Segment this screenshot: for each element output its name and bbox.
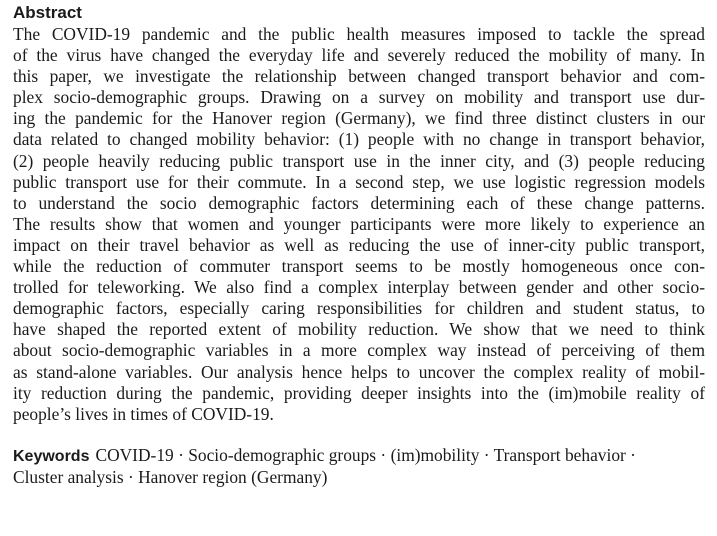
abstract-line: data related to changed mobility behavior: (1) people with no change in transport behavior, xyxy=(13,129,705,150)
abstract-line: impact on their travel behavior as well as reducing the use of inner-city public transport, xyxy=(13,234,705,255)
keywords-block xyxy=(13,445,705,488)
abstract-line: (2) people heavily reducing public transport use in the inner city, and (3) people reducing xyxy=(13,150,705,171)
abstract-line: trolled for teleworking. We also find a complex interplay between gender and other socio- xyxy=(13,277,705,298)
abstract-line: plex socio-demographic groups. Drawing on a survey on mobility and transport use dur- xyxy=(13,87,705,108)
abstract-body xyxy=(13,24,705,425)
keywords-line-1 xyxy=(13,445,705,467)
abstract-line: while the reduction of commuter transport seems to be mostly homogeneous once con- xyxy=(13,256,705,277)
abstract-line: to understand the socio demographic factors determining each of these change patterns. xyxy=(13,192,705,213)
abstract-line: people’s lives in times of COVID-19. xyxy=(13,403,274,424)
abstract-line: demographic factors, especially caring responsibilities for children and student status, to xyxy=(13,298,705,319)
abstract-heading: Abstract xyxy=(13,3,82,22)
abstract-line: about socio-demographic variables in a more complex way instead of perceiving of them xyxy=(13,340,705,361)
abstract-line: as stand-alone variables. Our analysis hence helps to uncover the complex reality of mobil- xyxy=(13,361,705,382)
abstract-line: ing the pandemic for the Hanover region (Germany), we find three distinct clusters in our xyxy=(13,108,705,129)
abstract-line: this paper, we investigate the relationship between changed transport behavior and com- xyxy=(13,66,705,87)
abstract-line: have shaped the reported extent of mobility reduction. We show that we need to think xyxy=(13,319,705,340)
keywords-list-part-2: Cluster analysis · Hanover region (Germany) xyxy=(13,466,328,487)
paper-page xyxy=(13,3,705,488)
abstract-line: of the virus have changed the everyday life and severely reduced the mobility of many. In xyxy=(13,45,705,66)
abstract-line: ity reduction during the pandemic, providing deeper insights into the (im)mobile reality of xyxy=(13,382,705,403)
keywords-label: Keywords xyxy=(13,447,90,465)
abstract-line: The COVID-19 pandemic and the public health measures imposed to tackle the spread xyxy=(13,24,705,44)
abstract-line: public transport use for their commute. In a second step, we use logistic regression models xyxy=(13,171,705,192)
abstract-line: The results show that women and younger participants were more likely to experience an xyxy=(13,213,705,234)
keywords-list-part-1: COVID-19 · Socio-demographic groups · (im)mobility · Transport behavior · xyxy=(95,444,636,465)
